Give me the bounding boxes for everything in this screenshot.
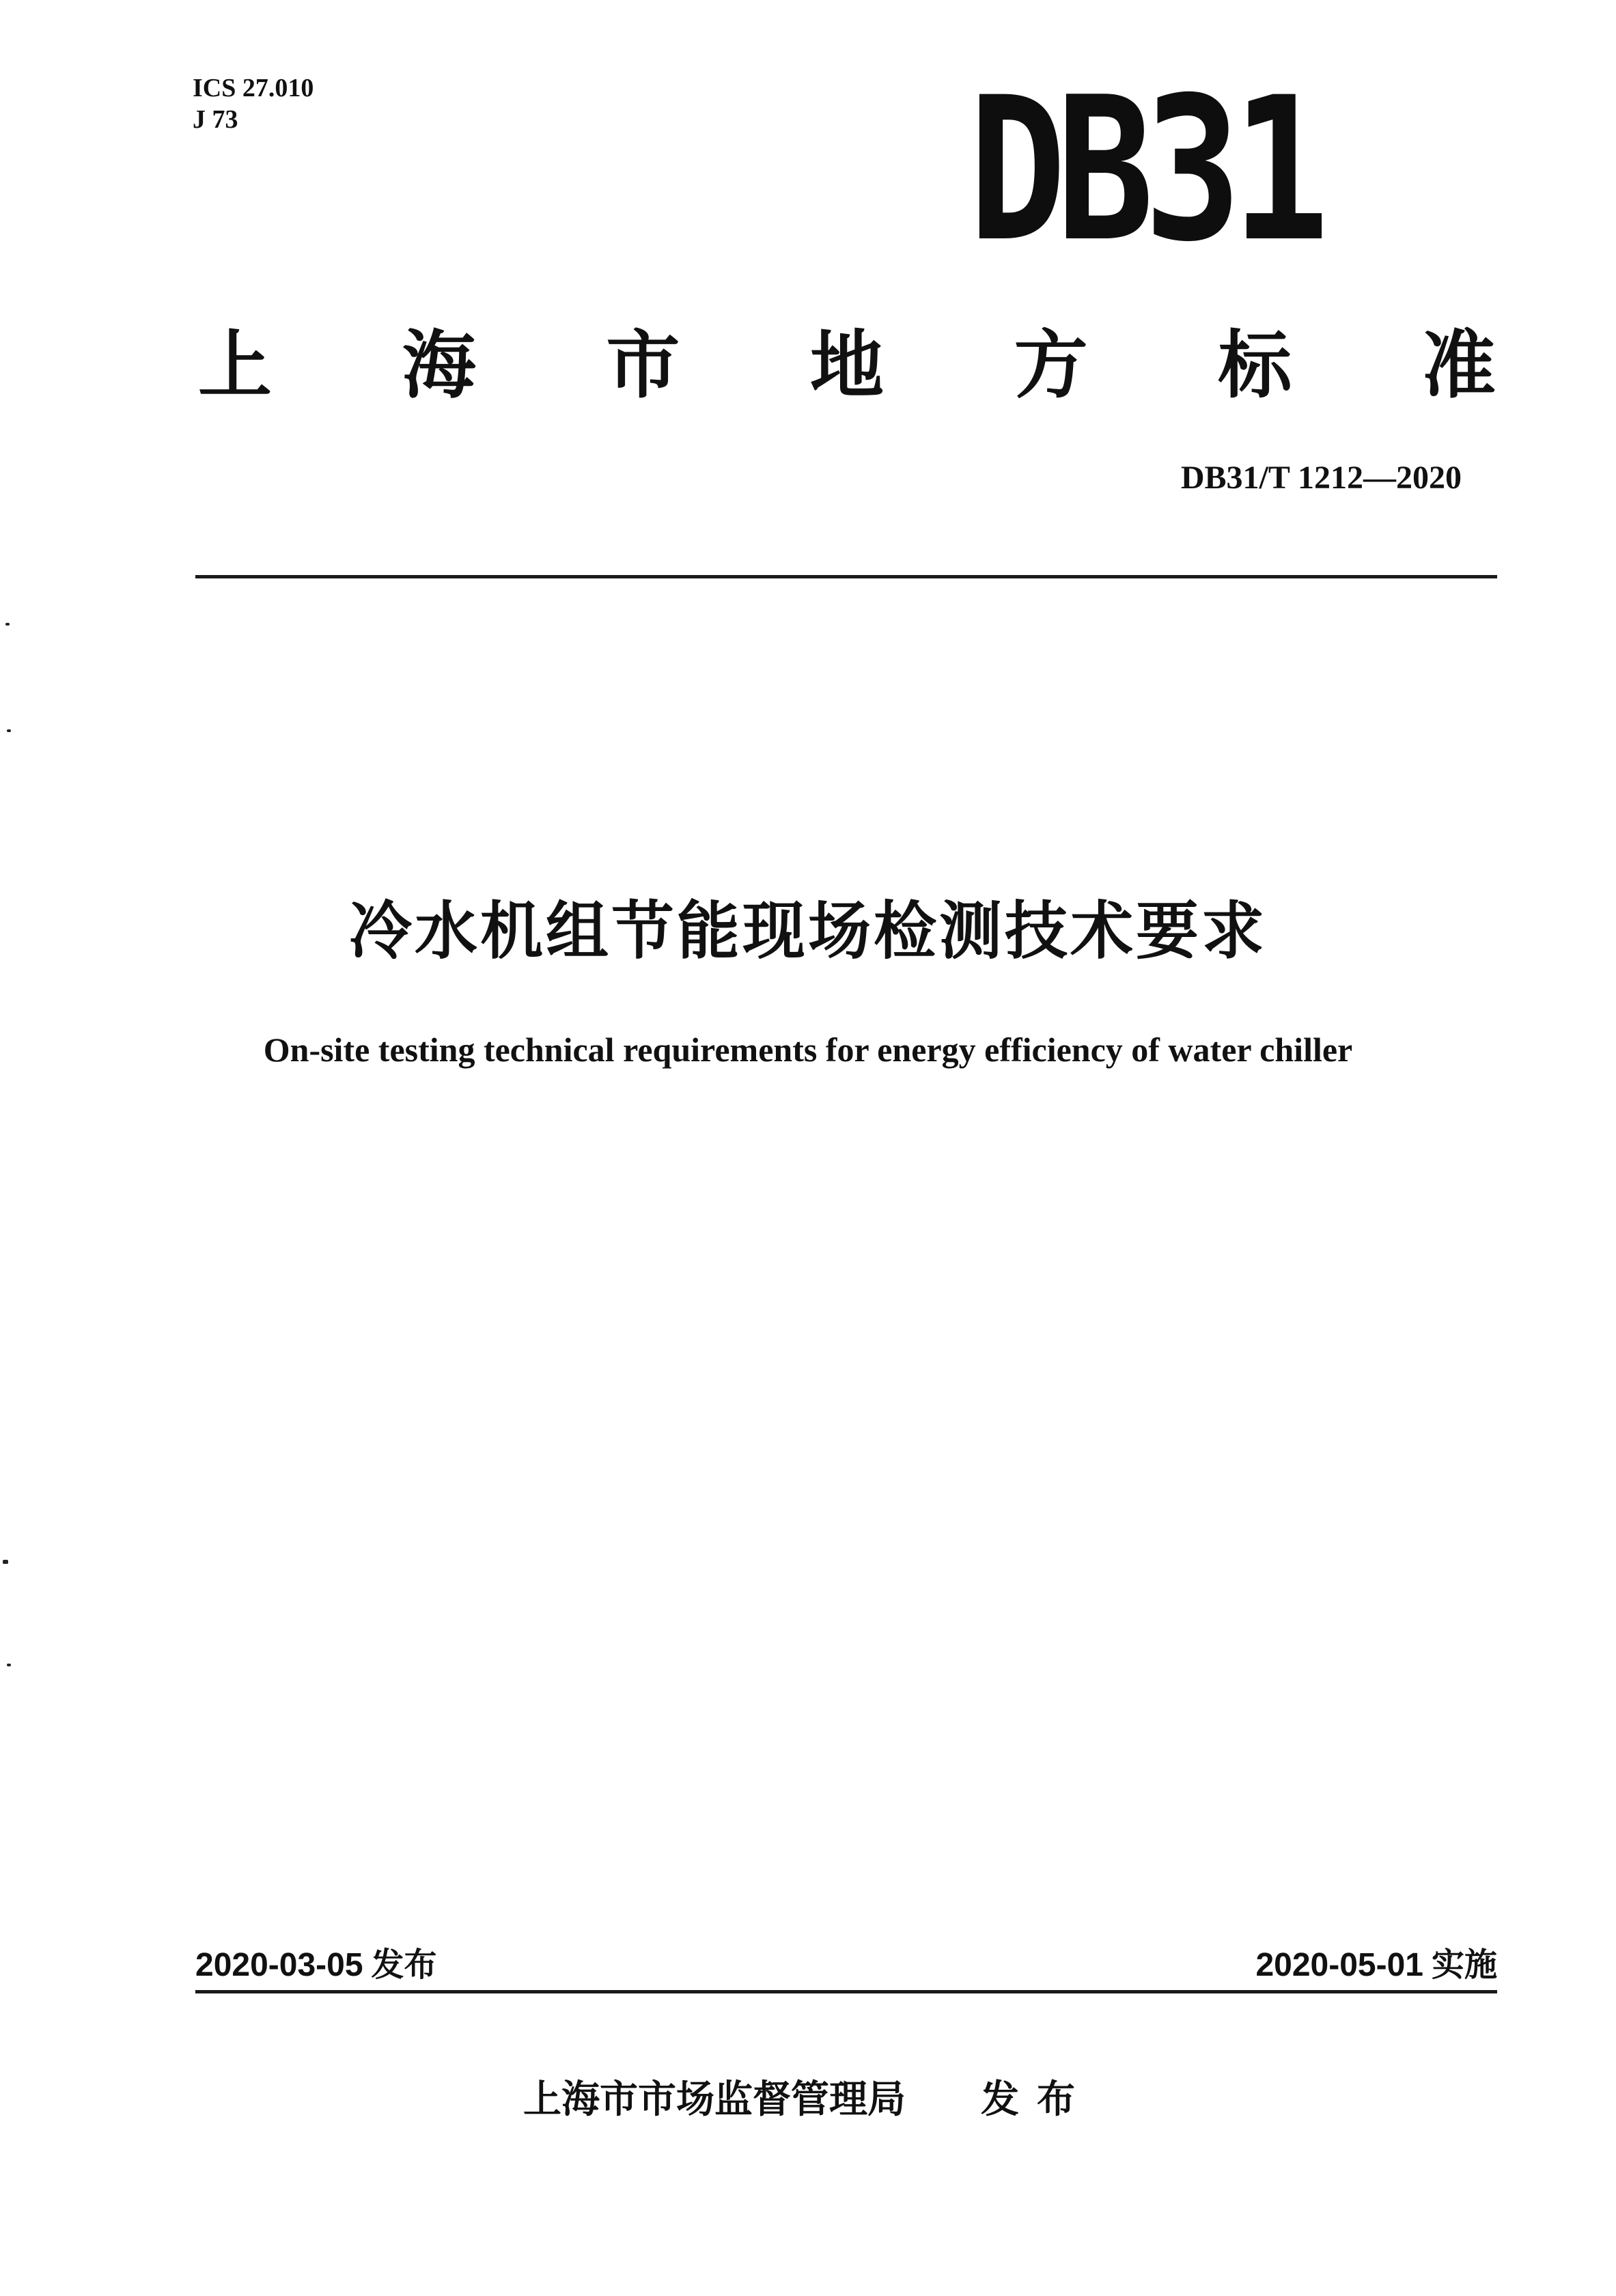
document-title-english: On-site testing technical requirements for energy efficiency of water chiller <box>263 1031 1353 1069</box>
category-char: 准 <box>1421 322 1496 408</box>
standard-number: DB31/T 1212—2020 <box>1180 460 1462 496</box>
category-char: 标 <box>1218 322 1292 408</box>
ccs-code: J 73 <box>193 105 238 134</box>
publisher-line <box>0 2069 1616 2124</box>
publisher-action: 发布 <box>981 2077 1093 2122</box>
issue-date-label: 发布 <box>371 1946 437 1984</box>
implementation-date <box>1255 1938 1497 1985</box>
category-char: 地 <box>809 322 884 408</box>
document-title-chinese: 冷水机组节能现场检测技术要求 <box>348 895 1267 968</box>
scan-speck <box>5 623 10 626</box>
issue-date <box>195 1938 437 1985</box>
scan-speck <box>7 729 11 732</box>
implementation-date-value: 2020-05-01 <box>1255 1947 1423 1983</box>
category-char: 市 <box>606 322 680 408</box>
category-char: 上 <box>198 322 273 408</box>
standard-category-title <box>198 311 1496 406</box>
ics-code: ICS 27.010 <box>193 74 314 102</box>
top-divider <box>195 575 1497 578</box>
publisher-name: 上海市市场监督管理局 <box>523 2077 906 2122</box>
classification-codes <box>193 72 314 135</box>
category-char: 海 <box>402 322 476 408</box>
implementation-date-label: 实施 <box>1431 1946 1497 1984</box>
bottom-divider <box>195 1990 1497 1993</box>
category-char: 方 <box>1014 322 1088 408</box>
issue-date-value: 2020-03-05 <box>195 1947 363 1983</box>
db31-logo: DB31 <box>969 55 1320 285</box>
scan-speck <box>7 1664 11 1666</box>
scan-speck <box>3 1560 8 1564</box>
